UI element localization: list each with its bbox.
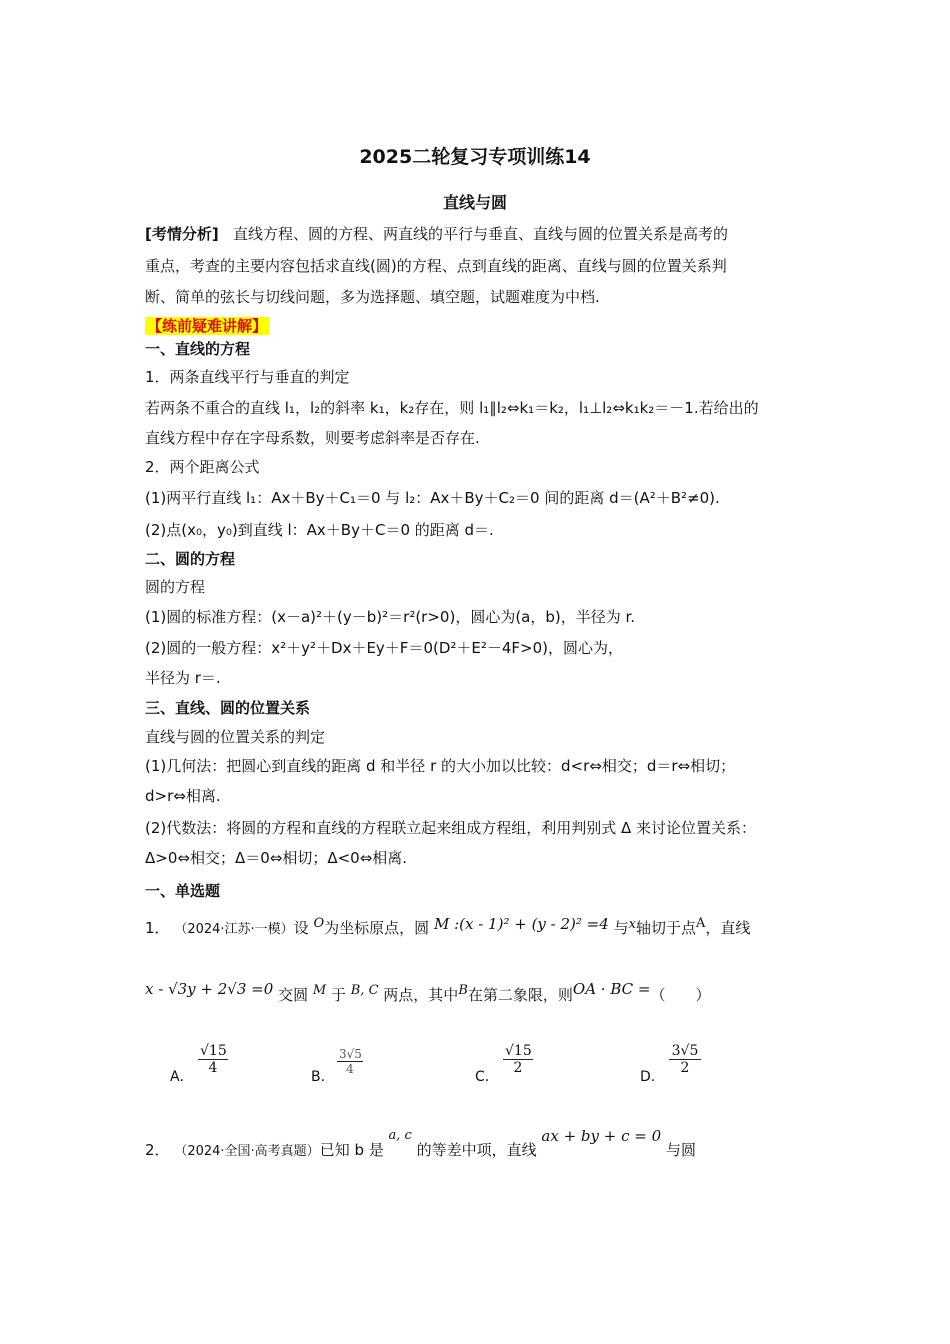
section-3-geometric-b: d>r⇔相离. xyxy=(145,787,221,805)
option-b-denominator: 4 xyxy=(346,1062,354,1076)
q1-line-equation: x - √3y + 2√3 =0 xyxy=(145,980,274,998)
section-3-geometric-a: (1)几何法：把圆心到直线的距离 d 和半径 r 的大小加以比较：d<r⇔相交；d＝r⇔相切； xyxy=(145,757,736,775)
section-1-item-1: 1．两条直线平行与垂直的判定 xyxy=(145,368,350,386)
option-b-numerator: 3√5 xyxy=(339,1047,362,1061)
option-d-denominator: 2 xyxy=(680,1060,690,1076)
q1-text-f: 交圆 xyxy=(278,986,309,1004)
q1-symbol-O: O xyxy=(313,916,325,931)
option-d-label[interactable]: D． xyxy=(640,1069,665,1085)
option-b-fraction[interactable] xyxy=(337,1047,363,1076)
section-1-line-b: 直线方程中存在字母系数，则要考虑斜率是否存在. xyxy=(145,429,480,447)
question-1-line-1 xyxy=(145,915,751,940)
section-1-line-a: 若两条不重合的直线 l₁，l₂的斜率 k₁，k₂存在，则 l₁∥l₂⇔k₁＝k₂，l₁⊥l₂⇔k₁k₂＝－1.若给出的 xyxy=(145,399,759,417)
section-3-algebraic-a: (2)代数法：将圆的方程和直线的方程联立起来组成方程组，利用判别式 Δ 来讨论位置关系： xyxy=(145,819,757,837)
option-c-label[interactable]: C． xyxy=(475,1069,499,1085)
q1-text-c: 与 xyxy=(613,919,629,937)
q1-dot-product: OA · BC = xyxy=(572,980,651,998)
highlight-tag-row xyxy=(145,316,269,336)
page-subtitle: 直线与圆 xyxy=(442,193,507,212)
option-c-fraction[interactable] xyxy=(503,1043,533,1076)
q1-text-e: ，直线 xyxy=(705,919,751,937)
question-1-line-2 xyxy=(145,980,711,1007)
section-3-heading: 三、直线、圆的位置关系 xyxy=(145,699,311,717)
question-1-source: （2024·江苏·一模） xyxy=(174,922,294,937)
option-b-label[interactable]: B． xyxy=(311,1069,335,1085)
q2-line-equation: ax + by + c = 0 xyxy=(541,1127,662,1145)
q1-answer-paren: （ ） xyxy=(650,986,711,1004)
q2-text-b: 的等差中项，直线 xyxy=(416,1141,537,1159)
option-d-numerator: 3√5 xyxy=(669,1043,701,1060)
analysis-label: [考情分析] xyxy=(145,225,219,243)
q1-text-h: 两点，其中 xyxy=(383,986,459,1004)
section-2-general: (2)圆的一般方程：x²＋y²＋Dx＋Ey＋F＝0(D²＋E²－4F>0)，圆心为， xyxy=(145,639,624,657)
section-2-heading: 二、圆的方程 xyxy=(145,550,236,568)
q1-text-d: 轴切于点 xyxy=(635,919,696,937)
question-2-source: （2024·全国·高考真题） xyxy=(174,1144,320,1159)
section-1-formula-1: (1)两平行直线 l₁：Ax＋By＋C₁＝0 与 l₂：Ax＋By＋C₂＝0 间的距离 d＝(A²＋B²≠0). xyxy=(145,489,720,507)
q1-symbol-M: M xyxy=(312,983,327,998)
question-1-number: 1． xyxy=(145,919,170,937)
option-c-denominator: 2 xyxy=(513,1060,523,1076)
page-title: 2025二轮复习专项训练14 xyxy=(359,146,591,168)
section-2-radius: 半径为 r＝. xyxy=(145,669,221,687)
option-d-fraction[interactable] xyxy=(669,1043,701,1076)
q1-symbol-x: x xyxy=(628,917,636,932)
option-a-label[interactable]: A． xyxy=(170,1069,194,1085)
q1-symbol-B: B xyxy=(458,983,468,998)
q1-circle-equation: M :(x - 1)² + (y - 2)² =4 xyxy=(433,915,609,933)
section-3-intro: 直线与圆的位置关系的判定 xyxy=(145,728,326,746)
q1-symbol-BC: B, C xyxy=(350,983,379,998)
option-a-fraction[interactable] xyxy=(198,1043,228,1076)
section-2-standard: (1)圆的标准方程：(x－a)²＋(y－b)²＝r²(r>0)，圆心为(a，b)，半径为 r. xyxy=(145,608,636,626)
section-2-intro: 圆的方程 xyxy=(145,578,206,596)
highlight-tag: 【练前疑难讲解】 xyxy=(147,317,268,335)
part-heading: 一、单选题 xyxy=(145,882,221,900)
q1-text-b: 为坐标原点，圆 xyxy=(324,919,430,937)
section-1-formula-2: (2)点(x₀，y₀)到直线 l：Ax＋By＋C＝0 的距离 d＝. xyxy=(145,521,494,539)
q1-text-a: 设 xyxy=(293,919,309,937)
q2-symbol-ac: a, c xyxy=(388,1128,412,1143)
question-2-number: 2． xyxy=(145,1141,170,1159)
option-c-numerator: √15 xyxy=(505,1043,532,1059)
analysis-line-3: 断、简单的弦长与切线问题，多为选择题、填空题，试题难度为中档. xyxy=(145,288,600,306)
q2-text-c: 与圆 xyxy=(665,1141,696,1159)
q1-text-i: 在第二象限，则 xyxy=(467,986,573,1004)
q2-text-a: 已知 b 是 xyxy=(319,1141,384,1159)
option-a-denominator: 4 xyxy=(208,1060,218,1076)
q1-symbol-A: A xyxy=(695,916,706,931)
option-a-numerator: √15 xyxy=(200,1043,227,1059)
analysis-text-1: 直线方程、圆的方程、两直线的平行与垂直、直线与圆的位置关系是高考的 xyxy=(233,225,729,243)
analysis-line-2: 重点，考查的主要内容包括求直线(圆)的方程、点到直线的距离、直线与圆的位置关系判 xyxy=(145,257,727,275)
question-2-line-1 xyxy=(145,1127,696,1162)
section-1-heading: 一、直线的方程 xyxy=(145,340,251,358)
section-3-algebraic-b: Δ>0⇔相交；Δ＝0⇔相切；Δ<0⇔相离. xyxy=(145,849,408,867)
q1-text-g: 于 xyxy=(330,986,346,1004)
analysis-line-1 xyxy=(145,224,728,244)
section-1-item-2: 2．两个距离公式 xyxy=(145,458,260,476)
